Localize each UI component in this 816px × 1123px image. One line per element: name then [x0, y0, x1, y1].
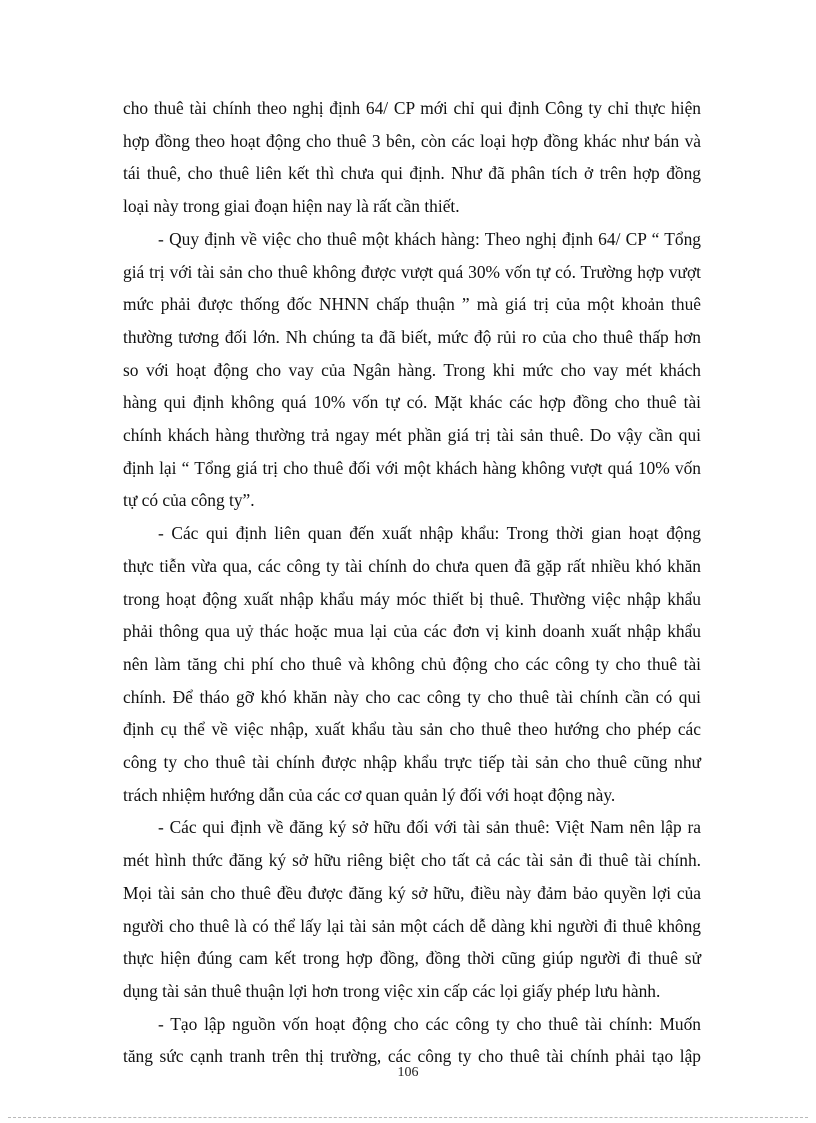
text-line: tăng sức cạnh tranh trên thị trường, các công ty cho thuê tài chính phải tạo lập: [123, 1046, 701, 1067]
text-line: phải thông qua uỷ thác hoặc mua lại của các đơn vị kinh doanh xuất nhập khẩu: [123, 621, 701, 642]
text-line: trách nhiệm hướng dẫn của các cơ quan quản lý đối với hoạt động này.: [123, 784, 616, 805]
text-line: giá trị với tài sản cho thuê không được vượt quá 30% vốn tự có. Trường hợp vượt: [123, 261, 701, 282]
body-text: [123, 92, 701, 1073]
paragraph-single-customer: [123, 223, 701, 517]
paragraph-capital-sources: [123, 1008, 701, 1073]
text-line: chính khách hàng thường trả ngay mét phần giá trị tài sản thuê. Do vậy cần qui: [123, 425, 701, 446]
text-line: thực tiễn vừa qua, các công ty tài chính do chưa quen đã gặp rất nhiều khó khăn: [123, 555, 701, 576]
text-line: loại này trong giai đoạn hiện nay là rất cần thiết.: [123, 196, 460, 217]
paragraph-contract-types: [123, 92, 701, 223]
text-line: thực hiện đúng cam kết trong hợp đồng, đồng thời cũng giúp người đi thuê sử: [123, 948, 701, 969]
text-line: - Tạo lập nguồn vốn hoạt động cho các công ty cho thuê tài chính: Muốn: [158, 1013, 701, 1034]
paragraph-ownership-registration: [123, 811, 701, 1007]
text-line: mét hình thức đăng ký sở hữu riêng biệt cho tất cả các tài sản đi thuê tài chính.: [123, 850, 701, 871]
text-line: trong hoạt động xuất nhập khẩu máy móc thiết bị thuê. Thường việc nhập khẩu: [123, 588, 701, 609]
text-line: nên làm tăng chi phí cho thuê và không chủ động cho các công ty cho thuê tài: [123, 653, 701, 674]
text-line: hàng qui định không quá 10% vốn tự có. Mặt khác các hợp đồng cho thuê tài: [123, 392, 701, 413]
text-line: định cụ thể về việc nhập, xuất khẩu tàu sản cho thuê theo hướng cho phép các: [123, 719, 701, 740]
page-bottom-divider: [8, 1117, 808, 1118]
paragraph-import-export: [123, 517, 701, 811]
text-line: hợp đồng theo hoạt động cho thuê 3 bên, còn các loại hợp đồng khác như bán và: [123, 130, 701, 151]
text-line: - Quy định về việc cho thuê một khách hàng: Theo nghị định 64/ CP “ Tổng: [158, 228, 701, 249]
text-line: - Các qui định liên quan đến xuất nhập khẩu: Trong thời gian hoạt động: [158, 523, 701, 544]
text-line: - Các qui định về đăng ký sở hữu đối với tài sản thuê: Việt Nam nên lập ra: [158, 817, 701, 838]
text-line: mức phải được thống đốc NHNN chấp thuận ” mà giá trị của một khoản thuê: [123, 294, 701, 315]
text-line: cho thuê tài chính theo nghị định 64/ CP mới chỉ qui định Công ty chỉ thực hiện: [123, 98, 701, 118]
text-line: so với hoạt động cho vay của Ngân hàng. Trong khi mức cho vay mét khách: [123, 359, 701, 380]
text-line: chính. Để tháo gỡ khó khăn này cho cac công ty cho thuê tài chính cần có qui: [123, 686, 701, 707]
text-line: tái thuê, cho thuê liên kết thì chưa qui định. Như đã phân tích ở trên hợp đồng: [123, 163, 701, 184]
text-line: công ty cho thuê tài chính được nhập khẩu trực tiếp tài sản cho thuê cũng như: [123, 752, 701, 773]
text-line: người cho thuê là có thể lấy lại tài sản một cách dễ dàng khi người đi thuê không: [123, 915, 701, 936]
text-line: dụng tài sản thuê thuận lợi hơn trong việc xin cấp các lọi giấy phép lưu hành.: [123, 980, 661, 1001]
text-line: thường tương đối lớn. Nh chúng ta đã biết, mức độ rủi ro của cho thuê thấp hơn: [123, 326, 701, 347]
text-line: tự có của công ty”.: [123, 490, 255, 511]
page-number: 106: [397, 1065, 419, 1080]
text-line: Mọi tài sản cho thuê đều được đăng ký sở hữu, điều này đảm bảo quyền lợi của: [123, 882, 701, 903]
text-line: định lại “ Tổng giá trị cho thuê đối với một khách hàng không vượt quá 10% vốn: [123, 457, 701, 478]
